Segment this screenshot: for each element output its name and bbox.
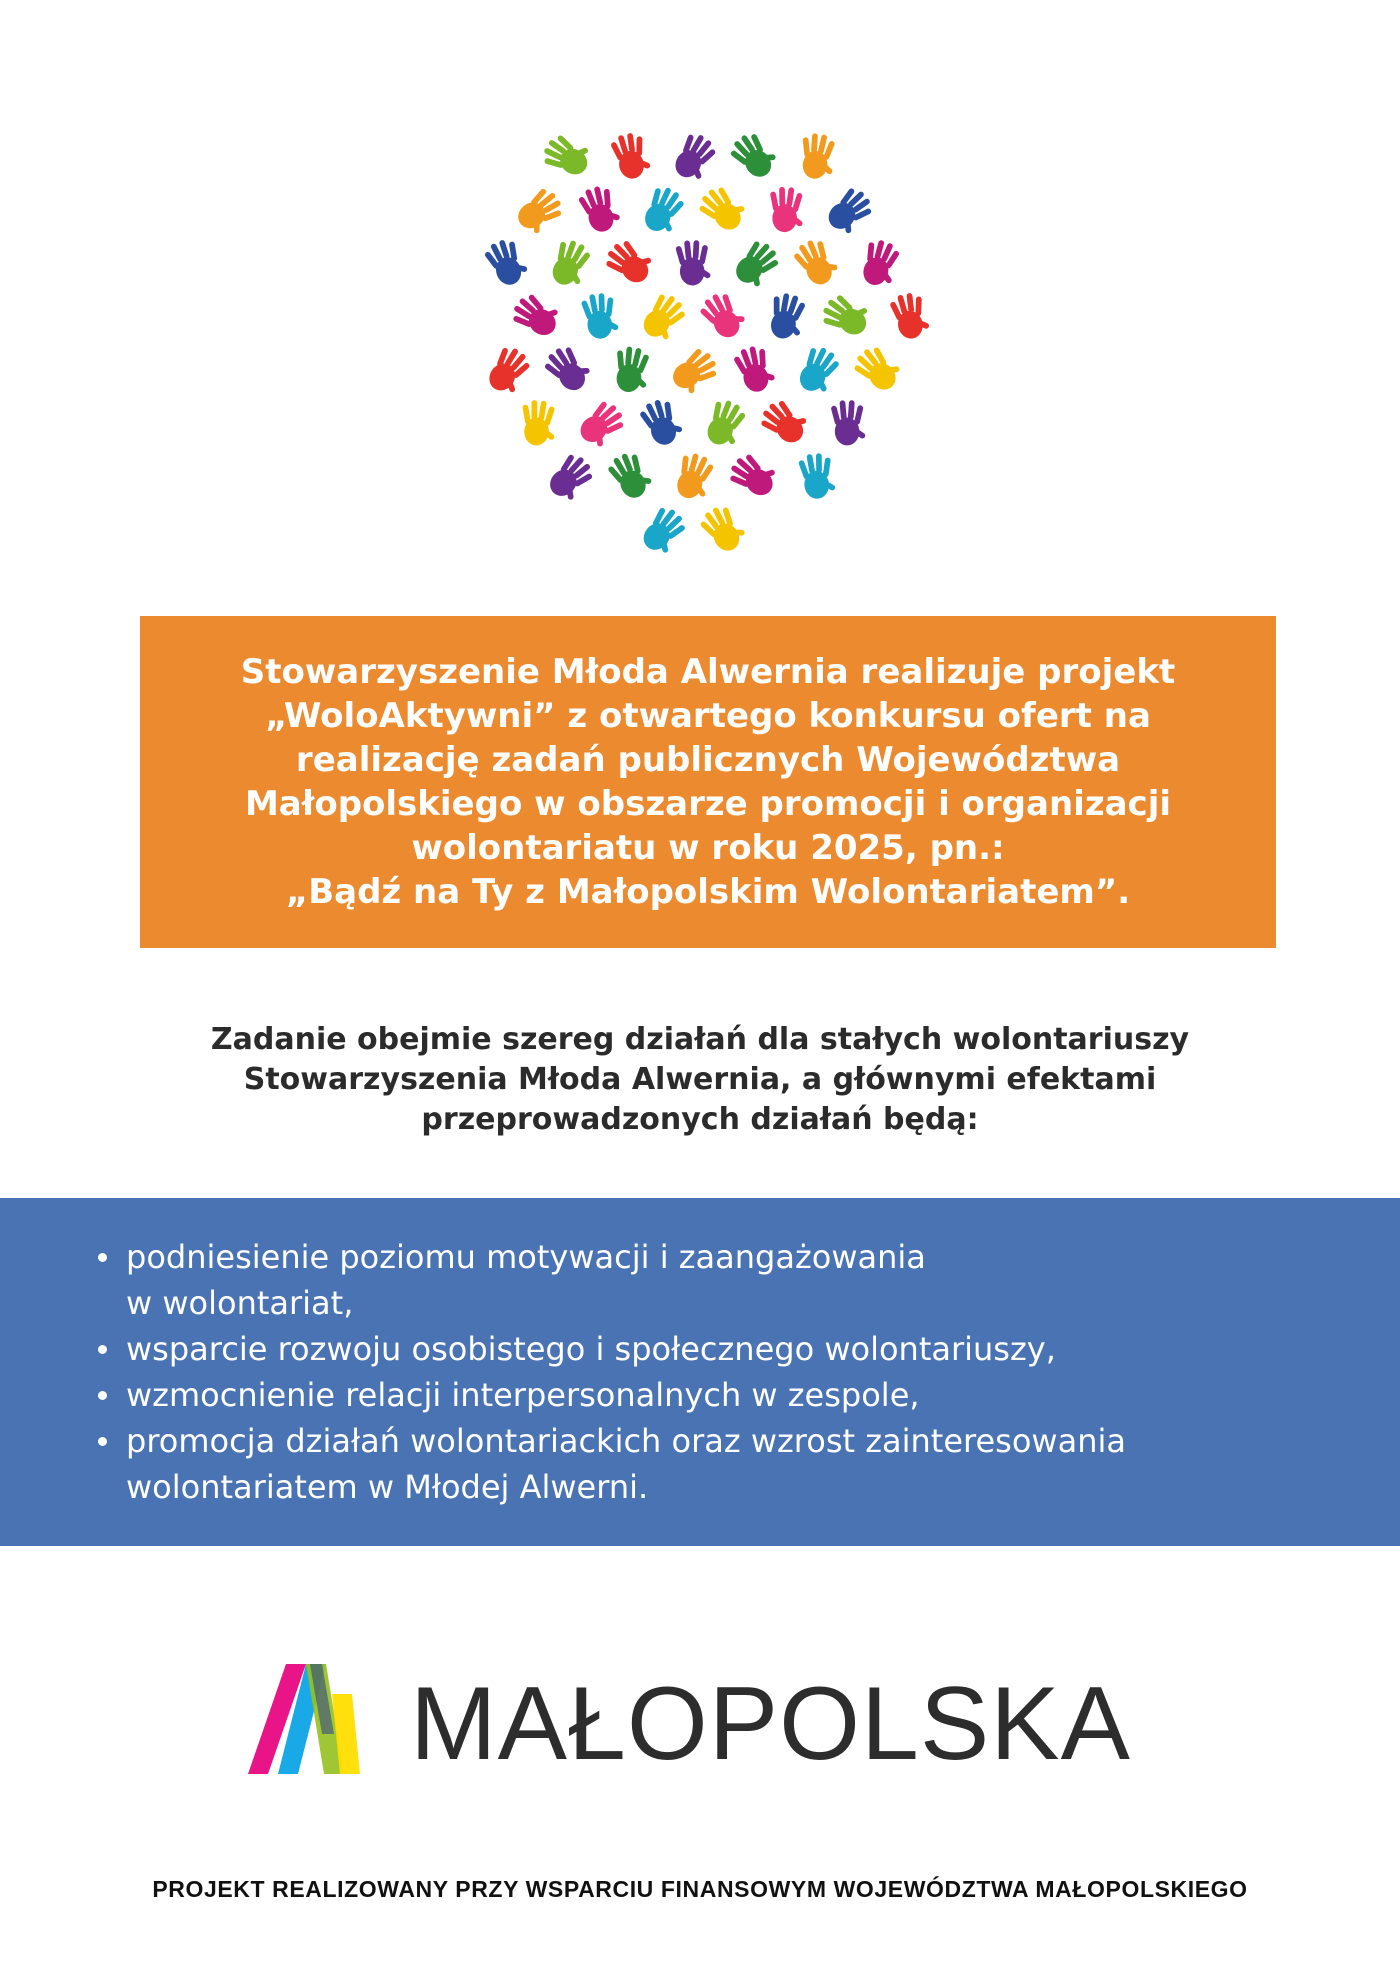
bullet-icon	[98, 1253, 107, 1262]
effects-box	[0, 1198, 1400, 1546]
bullet-icon	[98, 1391, 107, 1400]
list-item	[96, 1326, 1326, 1372]
list-item-text: wzmocnienie relacji interpersonalnych w zespole,	[126, 1376, 920, 1414]
bullet-icon	[98, 1437, 107, 1446]
announcement-line: wolontariatu w roku 2025, pn.:	[411, 828, 1005, 868]
malopolska-m-icon	[248, 1654, 378, 1784]
bullet-icon	[98, 1345, 107, 1354]
hand-prints-graphic	[430, 70, 970, 590]
announcement-text	[163, 650, 1253, 914]
list-item-text: wolontariatem w Młodej Alwerni.	[126, 1468, 649, 1506]
hand-prints-icon	[430, 70, 970, 590]
malopolska-logo	[248, 1654, 1168, 1784]
effects-list	[96, 1234, 1326, 1510]
announcement-line: „WoloAktywni” z otwartego konkursu ofert na	[265, 696, 1151, 736]
intro-text	[0, 1020, 1400, 1140]
funding-footer: PROJEKT REALIZOWANY PRZY WSPARCIU FINANSOWYM WOJEWÓDZTWA MAŁOPOLSKIEGO	[152, 1876, 1248, 1902]
announcement-line: realizację zadań publicznych Województwa	[295, 740, 1121, 780]
list-item	[96, 1372, 1326, 1418]
list-item-text: w wolontariat,	[126, 1284, 354, 1322]
announcement-line: Stowarzyszenie Młoda Alwernia realizuje projekt	[240, 652, 1176, 692]
intro-line: przeprowadzonych działań będą:	[421, 1102, 979, 1137]
announcement-line: „Bądź na Ty z Małopolskim Wolontariatem”.	[285, 872, 1131, 912]
intro-line: Stowarzyszenia Młoda Alwernia, a głównymi efektami	[243, 1062, 1157, 1097]
list-item-text: wsparcie rozwoju osobistego i społecznego wolontariuszy,	[126, 1330, 1056, 1368]
list-item	[96, 1234, 1326, 1326]
logo-wordmark: MAŁOPOLSKA	[410, 1666, 1131, 1782]
announcement-box	[140, 616, 1276, 948]
list-item-text: promocja działań wolontariackich oraz wzrost zainteresowania	[126, 1422, 1126, 1460]
list-item-text: podniesienie poziomu motywacji i zaangażowania	[126, 1238, 926, 1276]
intro-line: Zadanie obejmie szereg działań dla stałych wolontariuszy	[210, 1022, 1190, 1057]
list-item	[96, 1418, 1326, 1510]
announcement-line: Małopolskiego w obszarze promocji i organizacji	[244, 784, 1172, 824]
